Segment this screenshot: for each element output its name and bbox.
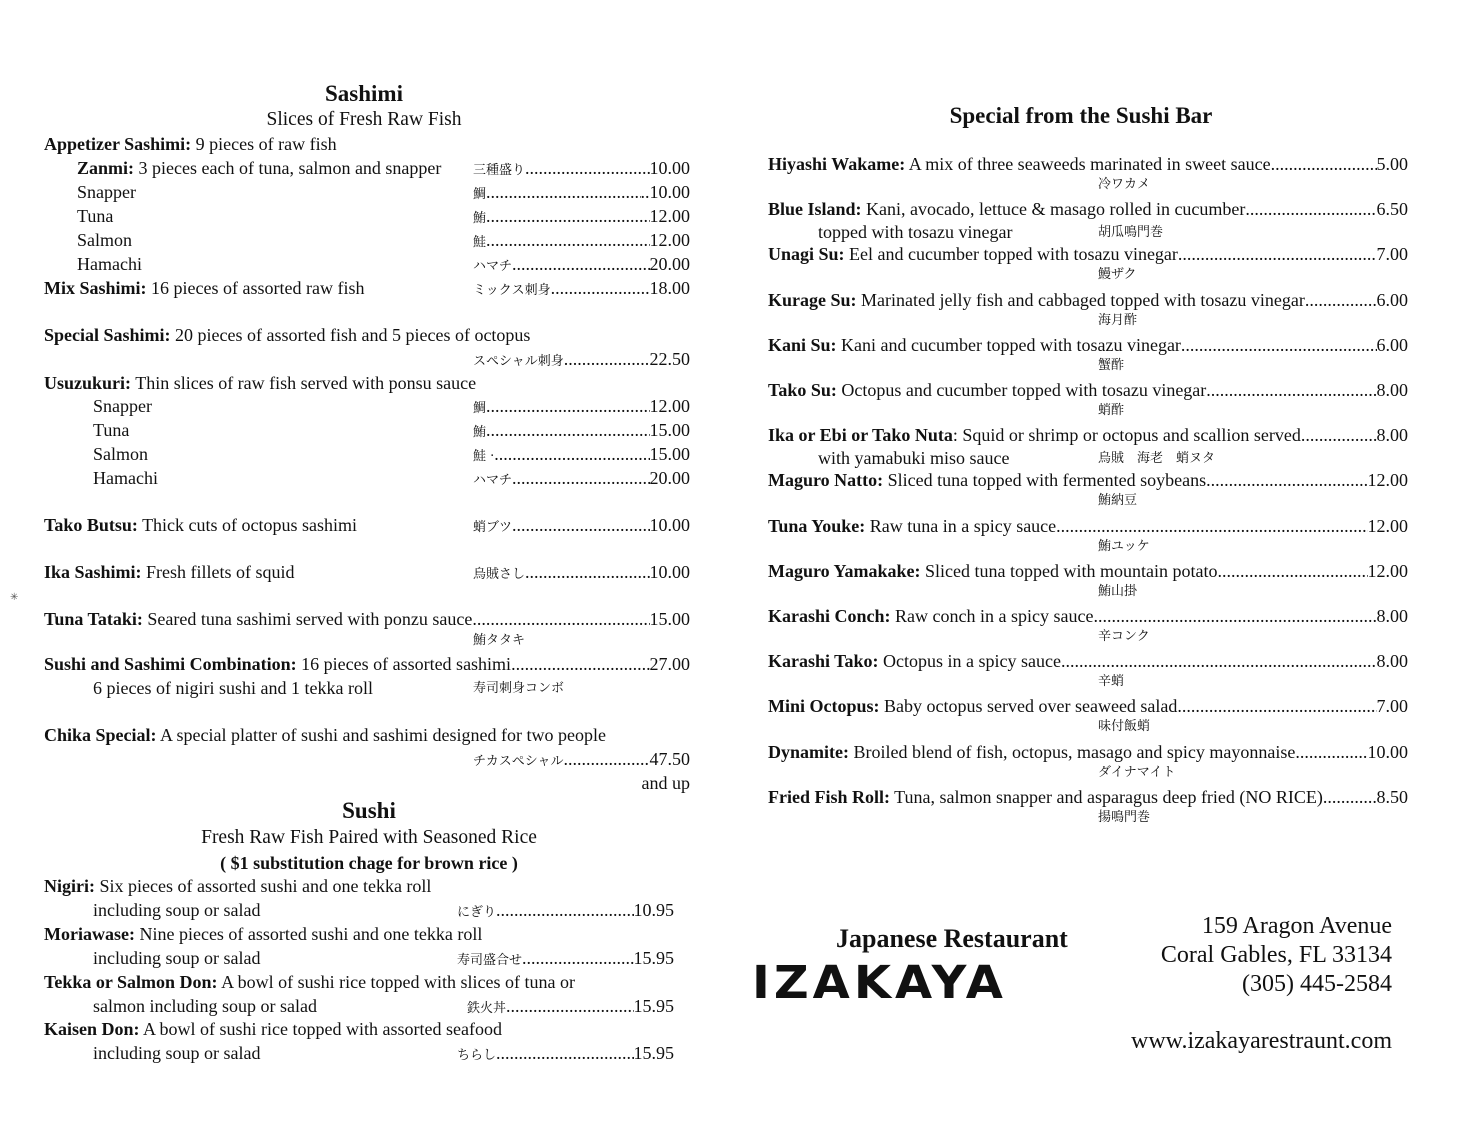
japanese-name: 蟹酢 — [1098, 358, 1125, 373]
special-sashimi: Special Sashimi: 20 pieces of assorted fish and 5 pieces of octopus — [44, 325, 531, 345]
menu-item: Hamachi ハマチ ..... 20.00 — [93, 467, 690, 492]
japanese-name: 鮪タタキ — [473, 633, 526, 648]
menu-item: Nigiri: Six pieces of assorted sushi and one tekka roll — [44, 876, 432, 896]
menu-item: Salmon 鮭 ..... 12.00 — [77, 229, 690, 254]
menu-item-line2: including soup or salad ちらし ..... 15.95 — [93, 1042, 674, 1067]
appetizer-sashimi-heading: Appetizer Sashimi: 9 pieces of raw fish — [44, 134, 337, 154]
japanese-name: 辛コンク — [1098, 629, 1150, 644]
menu-item-line2: including soup or salad 寿司盛合せ ..... 15.95 — [93, 947, 674, 972]
japanese-name: 鰻ザク — [1098, 267, 1137, 282]
menu-item: Ika Sashimi: Fresh fillets of squid 烏賊さし ..... 10.00 — [44, 561, 690, 586]
menu-item: Snapper 鯛 ..... 12.00 — [93, 395, 690, 420]
japanese-name: 海月酢 — [1098, 313, 1138, 328]
special-item: Unagi Su: Eel and cucumber topped with tosazu vinegar ..... 7.00 — [768, 243, 1408, 265]
special-item-desc: topped with tosazu vinegar — [818, 222, 1013, 242]
usuzukuri: Usuzukuri: Thin slices of raw fish served with ponsu sauce — [44, 373, 477, 393]
special-item: Dynamite: Broiled blend of fish, octopus, masago and spicy mayonnaise ..... 10.00 — [768, 741, 1408, 763]
special-item: Fried Fish Roll: Tuna, salmon snapper and asparagus deep fried (NO RICE) ..... 8.50 — [768, 786, 1408, 808]
special-bar-title: Special from the Sushi Bar — [949, 103, 1213, 128]
phone-number: (305) 445-2584 — [1242, 971, 1392, 997]
menu-item-price: スペシャル刺身 ..... 22.50 — [473, 348, 690, 373]
special-item: Maguro Natto: Sliced tuna topped with fermented soybeans ..... 12.00 — [768, 469, 1408, 491]
sushi-title: Sushi — [342, 798, 396, 823]
menu-item-line2: including soup or salad にぎり ..... 10.95 — [93, 899, 674, 924]
menu-item: Tuna Tataki: Seared tuna sashimi served with ponzu sauce ..... 15.00 — [44, 608, 690, 630]
brown-rice-note: ( $1 substitution chage for brown rice ) — [220, 853, 518, 873]
menu-item: Tako Butsu: Thick cuts of octopus sashimi 蛸ブツ ..... 10.00 — [44, 514, 690, 539]
japanese-name: 鮪山掛 — [1098, 584, 1138, 599]
menu-item: Sushi and Sashimi Combination: 16 pieces of assorted sashimi ..... 27.00 — [44, 653, 690, 675]
menu-item: Salmon 鮭 · ..... 15.00 — [93, 443, 690, 468]
japanese-name: 鮪納豆 — [1098, 493, 1138, 508]
menu-item: Tuna 鮪 ..... 12.00 — [77, 205, 690, 230]
japanese-name: 蛸酢 — [1098, 403, 1125, 418]
special-item: Karashi Tako: Octopus in a spicy sauce ..... 8.00 — [768, 650, 1408, 672]
special-item: Blue Island: Kani, avocado, lettuce & masago rolled in cucumber ..... 6.50 — [768, 198, 1408, 220]
menu-item: Snapper 鯛 ..... ..10.00 — [77, 181, 690, 206]
special-item: Tako Su: Octopus and cucumber topped with tosazu vinegar ..... 8.00 — [768, 379, 1408, 401]
sashimi-title: Sashimi — [325, 81, 403, 106]
japanese-name: 胡瓜鳴門巻 — [1098, 225, 1164, 240]
menu-item: Tuna 鮪 ..... 15.00 — [93, 419, 690, 444]
restaurant-tagline: Japanese Restaurant — [836, 924, 1068, 953]
menu-item-line2: salmon including soup or salad 鉄火丼 ..... 15.95 — [93, 995, 674, 1020]
menu-item: Zanmi: 3 pieces each of tuna, salmon and snapper 三種盛り ..... 10.00 — [77, 157, 690, 182]
menu-item: Moriawase: Nine pieces of assorted sushi and one tekka roll — [44, 924, 483, 944]
japanese-name: 味付飯蛸 — [1098, 719, 1151, 734]
menu-item: Tekka or Salmon Don: A bowl of sushi rice topped with slices of tuna or — [44, 972, 576, 992]
japanese-name: 烏賊 海老 蛸ヌタ — [1098, 451, 1216, 466]
menu-item-desc: 6 pieces of nigiri sushi and 1 tekka roll — [93, 678, 373, 698]
sushi-subtitle: Fresh Raw Fish Paired with Seasoned Rice — [201, 827, 537, 848]
japanese-name: 寿司刺身コンボ — [473, 681, 565, 696]
japanese-name: 揚鳴門巻 — [1098, 810, 1151, 825]
website-link[interactable]: www.izakayarestraunt.com — [1131, 1028, 1392, 1054]
price-note: and up — [641, 773, 690, 793]
special-item: Maguro Yamakake: Sliced tuna topped with mountain potato ..... 12.00 — [768, 560, 1408, 582]
address-line-1: 159 Aragon Avenue — [1201, 913, 1392, 939]
special-item-desc: with yamabuki miso sauce — [818, 448, 1010, 468]
special-item: Kurage Su: Marinated jelly fish and cabbaged topped with tosazu vinegar ..... 6.00 — [768, 289, 1408, 311]
menu-item-price: チカスペシャル ..... 47.50 — [473, 748, 690, 773]
special-item: Tuna Youke: Raw tuna in a spicy sauce ..... 12.00 — [768, 515, 1408, 537]
menu-item: Mix Sashimi: 16 pieces of assorted raw fish ミックス刺身 ..... 18.00 — [44, 277, 690, 302]
special-item: Kani Su: Kani and cucumber topped with tosazu vinegar ..... 6.00 — [768, 334, 1408, 356]
japanese-name: 鮪ユッケ — [1098, 539, 1150, 554]
address-line-2: Coral Gables, FL 33134 — [1160, 942, 1392, 968]
special-item: Hiyashi Wakame: A mix of three seaweeds marinated in sweet sauce ..... 5.00 — [768, 153, 1408, 175]
restaurant-logo: IZAKAYA — [752, 956, 1007, 1010]
special-item: Karashi Conch: Raw conch in a spicy sauce ..... 8.00 — [768, 605, 1408, 627]
japanese-name: 辛蛸 — [1098, 674, 1125, 689]
scan-speck: ✳ — [10, 592, 19, 603]
japanese-name: 冷ワカメ — [1098, 177, 1151, 192]
menu-item: Kaisen Don: A bowl of sushi rice topped with assorted seafood — [44, 1019, 502, 1039]
sashimi-subtitle: Slices of Fresh Raw Fish — [266, 109, 462, 130]
chika-special: Chika Special: A special platter of sushi and sashimi designed for two people — [44, 725, 606, 745]
japanese-name: ダイナマイト — [1098, 765, 1176, 780]
menu-item: Hamachi ハマチ ..... 20.00 — [77, 253, 690, 278]
special-item: Ika or Ebi or Tako Nuta: Squid or shrimp or octopus and scallion served ..... 8.00 — [768, 424, 1408, 446]
special-item: Mini Octopus: Baby octopus served over seaweed salad ..... 7.00 — [768, 695, 1408, 717]
